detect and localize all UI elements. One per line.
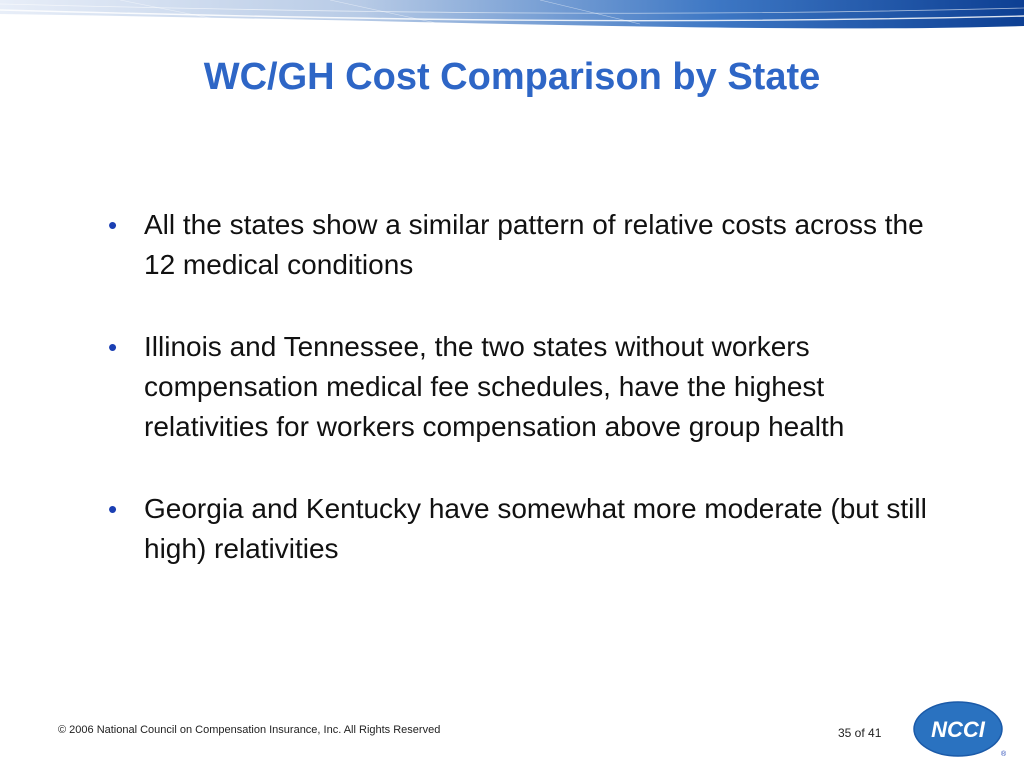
logo-text: NCCI	[931, 717, 985, 742]
footer-copyright: © 2006 National Council on Compensation Insurance, Inc. All Rights Reserved	[58, 724, 441, 736]
ncci-logo	[912, 700, 1008, 758]
bullet-item	[100, 489, 950, 569]
slide-title: WC/GH Cost Comparison by State	[203, 56, 821, 98]
bullet-icon: •	[108, 332, 118, 362]
bullet-text: Illinois and Tennessee, the two states without workers compensation medical fee schedules, have the highest relativities for workers compensation above group health	[144, 331, 845, 442]
bullet-item	[100, 205, 950, 285]
top-banner-decoration	[0, 0, 1024, 32]
bullet-item	[100, 327, 950, 447]
bullet-text: Georgia and Kentucky have somewhat more moderate (but still high) relativities	[144, 493, 927, 564]
logo-registered-mark: ®	[1001, 751, 1007, 758]
page-number: 35 of 41	[838, 726, 882, 740]
bullet-icon: •	[108, 210, 118, 240]
bullet-list	[100, 205, 950, 611]
bullet-icon: •	[108, 494, 118, 524]
bullet-text: All the states show a similar pattern of relative costs across the 12 medical conditions	[144, 209, 924, 280]
